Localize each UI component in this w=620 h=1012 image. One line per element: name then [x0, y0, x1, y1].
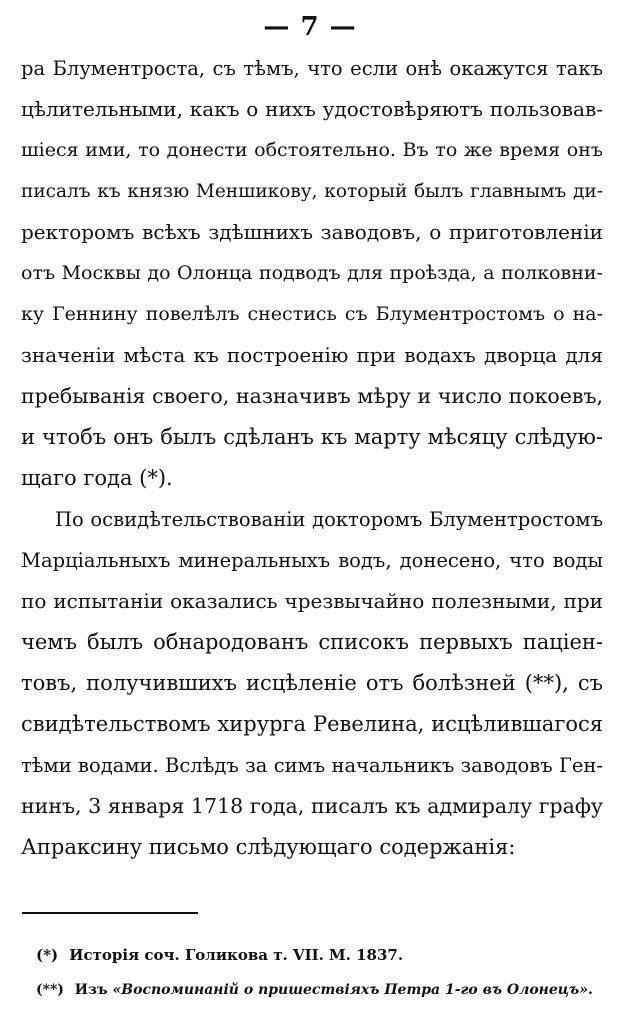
text-line: ра Блументроста, съ тѣмъ, что если онѣ окажутся такъ [21, 57, 603, 80]
text-line: по испытаніи оказались чрезвычайно полезными, при [21, 589, 603, 613]
footnote-text: Исторія соч. Голикова т. VII. М. 1837. [69, 946, 404, 964]
footnote-1 [36, 940, 596, 975]
body-text [21, 48, 603, 868]
text-line: Марціальныхъ минеральныхъ водъ, донесено, что воды [21, 549, 603, 572]
text-line: тѣми водами. Вслѣдъ за симъ начальникъ заводовъ Ген- [21, 754, 603, 777]
text-line: ректоромъ всѣхъ здѣшнихъ заводовъ, о приготовленіи [21, 220, 603, 244]
text-line: значеніи мѣста къ построенію при водахъ дворца для [21, 343, 603, 367]
paragraph-1 [21, 48, 603, 499]
text-line: шіеся ими, то донести обстоятельно. Въ то же время онъ [21, 139, 603, 161]
text-line: нинъ, 3 января 1718 года, писалъ къ адмиралу графу [21, 794, 603, 818]
text-line: отъ Москвы до Олонца подводъ для проѣзда, а полковни- [21, 262, 603, 284]
text-line: пребыванія своего, назначивъ мѣру и число покоевъ, [21, 384, 603, 408]
footnote-marker: (**) [36, 982, 64, 998]
paragraph-2 [21, 499, 603, 868]
text-line: писалъ къ князю Меншикову, который былъ главнымъ ди- [21, 181, 603, 202]
text-line: товъ, получившихъ исцѣленіе отъ болѣзней (**), съ [21, 671, 603, 695]
text-line: По освидѣтельствованіи докторомъ Блументростомъ [55, 508, 603, 531]
footnote-marker: (*) [36, 946, 59, 964]
text-line: свидѣтельствомъ хирурга Ревелина, исцѣлившагося [21, 712, 603, 736]
text-line: Апраксину письмо слѣдующаго содержанія: [21, 835, 516, 859]
footnote-prefix: Изъ [74, 982, 108, 998]
text-line: цѣлительными, какъ о нихъ удостовѣряютъ пользовав- [21, 97, 603, 121]
footnote-2 [36, 975, 596, 1010]
page-number: — 7 — [263, 12, 357, 42]
text-line: и чтобъ онъ былъ сдѣланъ къ марту мѣсяцу слѣдую- [21, 425, 603, 449]
text-line: ку Геннину повелѣлъ снестись съ Блументростомъ о на- [21, 303, 603, 325]
footnotes [36, 940, 596, 1010]
text-line: чемъ былъ обнародованъ списокъ первыхъ паціен- [21, 630, 603, 654]
footnote-divider [22, 912, 198, 914]
text-line: щаго года (*). [21, 466, 173, 490]
footnote-text: «Воспоминаній о пришествіяхъ Петра 1-го въ Олонецъ». [112, 982, 593, 998]
